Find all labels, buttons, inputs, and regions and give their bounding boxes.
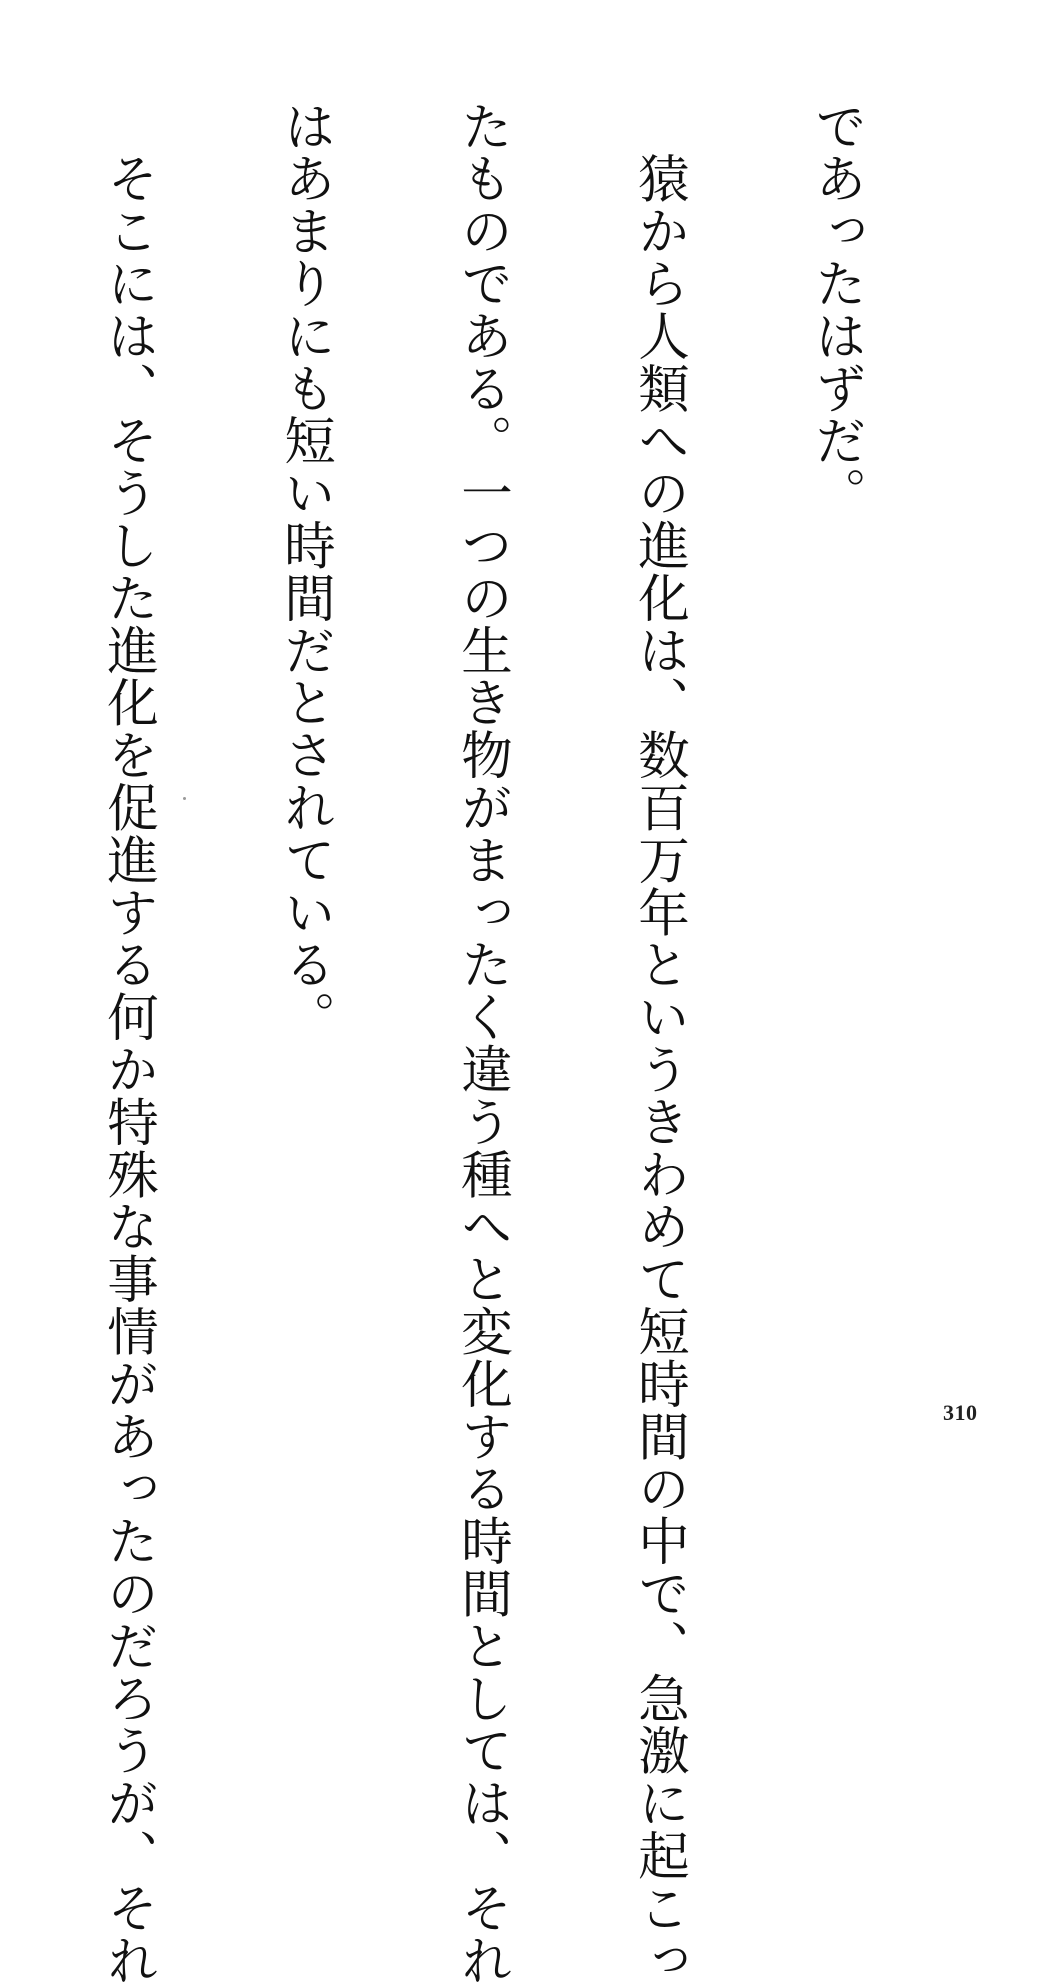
paper-speck	[183, 797, 186, 800]
text-line-4: はあまりにも短い時間だとされている。	[275, 100, 335, 1044]
text-line-3: たものである。一つの生き物がまったく違う種へと変化する時間としては、それ	[452, 100, 512, 1986]
text-line-5: そこには、そうした進化を促進する何か特殊な事情があったのだろうが、それ	[98, 100, 158, 1986]
text-line-2: 猿から人類への進化は、数百万年というきわめて短時間の中で、急激に起こっ	[629, 100, 689, 1986]
vertical-text-body	[98, 100, 983, 1986]
page-number: 310	[943, 1400, 978, 1425]
text-line-1: であったはずだ。	[806, 100, 866, 520]
